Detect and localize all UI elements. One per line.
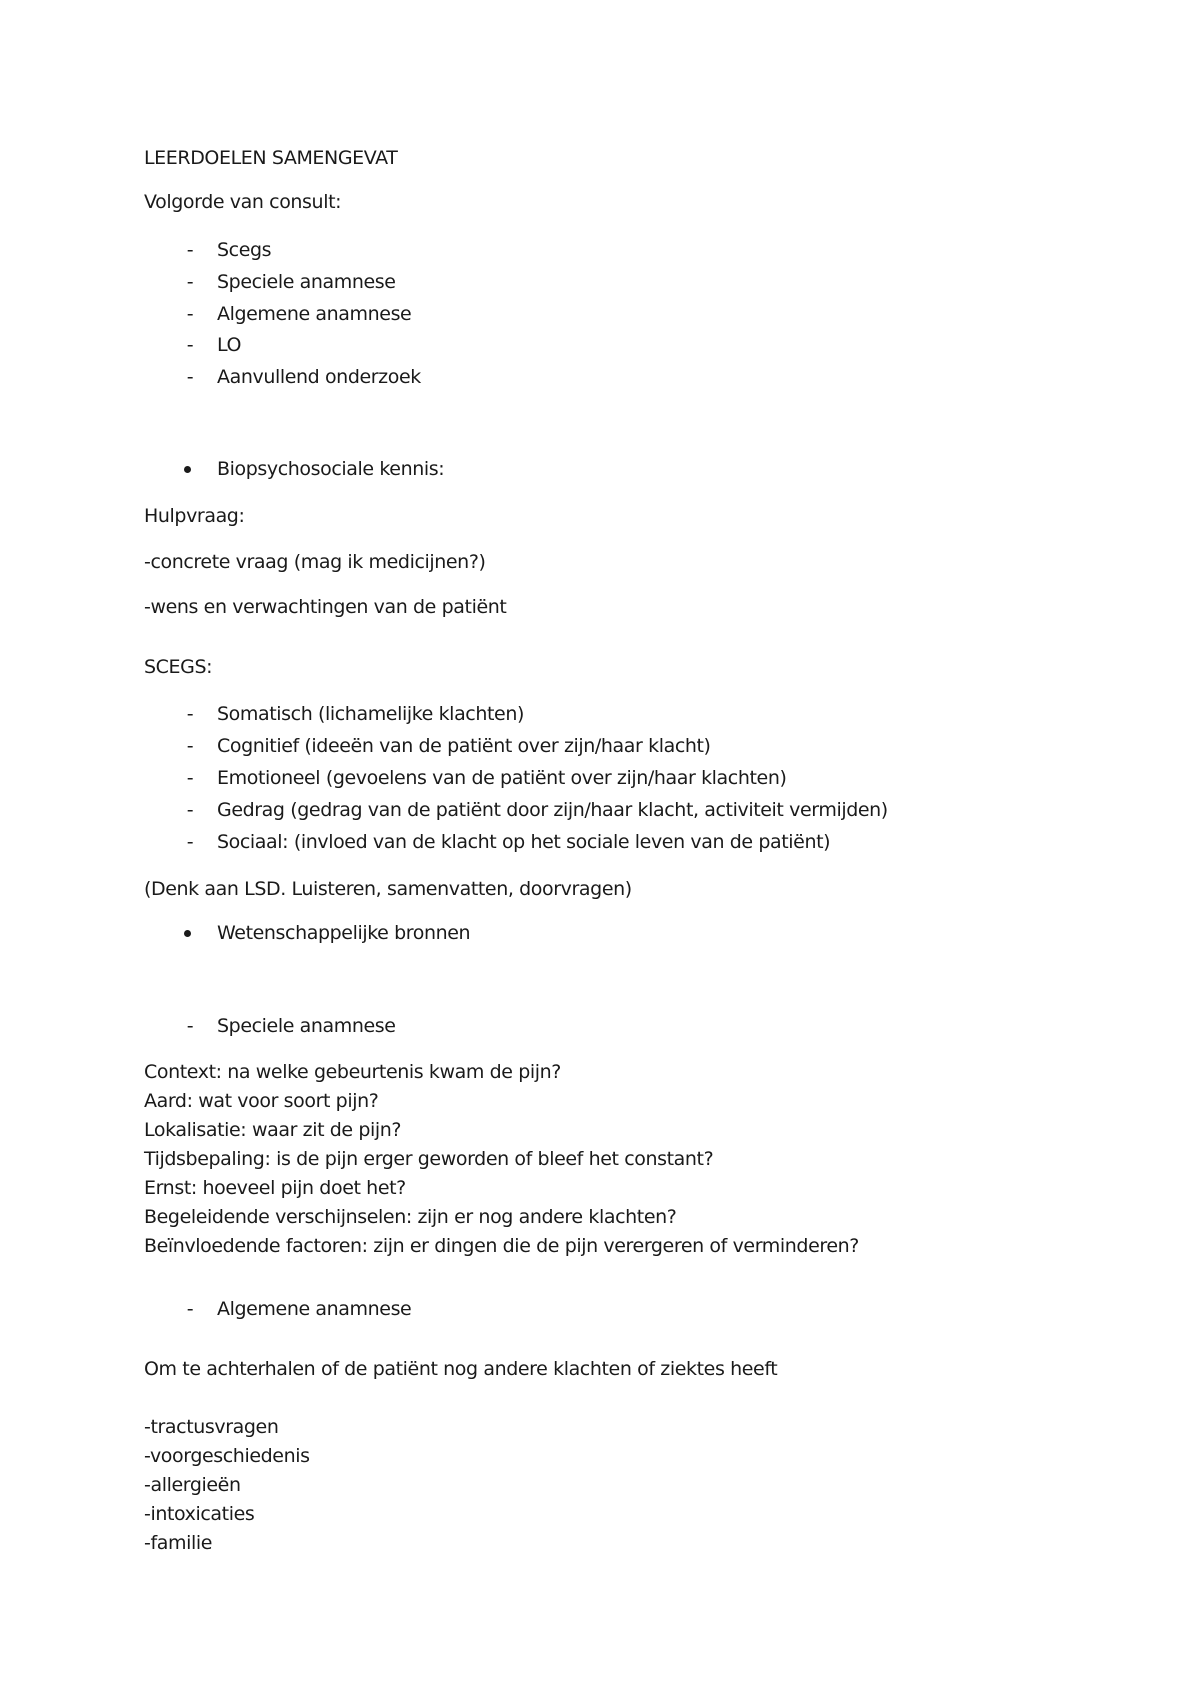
list-item-text: Aanvullend onderzoek <box>217 366 421 388</box>
algemene-line: -allergieën <box>144 1474 241 1496</box>
speciele-line: Ernst: hoeveel pijn doet het? <box>144 1177 406 1199</box>
algemene-line: -intoxicaties <box>144 1503 255 1525</box>
dash-marker: - <box>186 334 194 356</box>
list-item-text: Wetenschappelijke bronnen <box>217 922 471 944</box>
dash-marker: - <box>186 366 194 388</box>
list-item-text: Sociaal: (invloed van de klacht op het sociale leven van de patiënt) <box>217 831 831 853</box>
list-item-text: Scegs <box>217 239 272 261</box>
hulpvraag-line: -wens en verwachtingen van de patiënt <box>144 596 507 618</box>
speciele-line: Begeleidende verschijnselen: zijn er nog andere klachten? <box>144 1206 677 1228</box>
algemene-line: -familie <box>144 1532 213 1554</box>
document-title: LEERDOELEN SAMENGEVAT <box>144 147 398 169</box>
dash-marker: - <box>186 303 194 325</box>
algemene-line: -tractusvragen <box>144 1416 279 1438</box>
list-item-text: Somatisch (lichamelijke klachten) <box>217 703 524 725</box>
algemene-line: -voorgeschiedenis <box>144 1445 310 1467</box>
bullet-icon <box>184 930 191 937</box>
dash-marker: - <box>186 703 194 725</box>
speciele-line: Aard: wat voor soort pijn? <box>144 1090 379 1112</box>
dash-marker: - <box>186 239 194 261</box>
consult-heading: Volgorde van consult: <box>144 191 342 213</box>
dash-marker: - <box>186 271 194 293</box>
dash-marker: - <box>186 799 194 821</box>
speciele-line: Beïnvloedende factoren: zijn er dingen die de pijn verergeren of verminderen? <box>144 1235 859 1257</box>
bullet-icon <box>184 466 191 473</box>
hulpvraag-line: -concrete vraag (mag ik medicijnen?) <box>144 551 486 573</box>
algemene-intro: Om te achterhalen of de patiënt nog andere klachten of ziektes heeft <box>144 1358 778 1380</box>
list-item-text: Speciele anamnese <box>217 271 396 293</box>
dash-marker: - <box>186 831 194 853</box>
speciele-line: Lokalisatie: waar zit de pijn? <box>144 1119 402 1141</box>
speciele-line: Context: na welke gebeurtenis kwam de pijn? <box>144 1061 561 1083</box>
list-item-text: Emotioneel (gevoelens van de patiënt over zijn/haar klachten) <box>217 767 787 789</box>
list-item-text: Cognitief (ideeën van de patiënt over zijn/haar klacht) <box>217 735 711 757</box>
dash-marker: - <box>186 1015 194 1037</box>
speciele-line: Tijdsbepaling: is de pijn erger geworden of bleef het constant? <box>144 1148 714 1170</box>
section-label: Speciele anamnese <box>217 1015 396 1037</box>
list-item-text: Biopsychosociale kennis: <box>217 458 445 480</box>
scegs-heading: SCEGS: <box>144 656 213 678</box>
lsd-note: (Denk aan LSD. Luisteren, samenvatten, doorvragen) <box>144 878 632 900</box>
dash-marker: - <box>186 767 194 789</box>
hulpvraag-heading: Hulpvraag: <box>144 505 245 527</box>
list-item-text: Gedrag (gedrag van de patiënt door zijn/haar klacht, activiteit vermijden) <box>217 799 888 821</box>
section-label: Algemene anamnese <box>217 1298 412 1320</box>
dash-marker: - <box>186 735 194 757</box>
list-item-text: Algemene anamnese <box>217 303 412 325</box>
dash-marker: - <box>186 1298 194 1320</box>
list-item-text: LO <box>217 334 242 356</box>
